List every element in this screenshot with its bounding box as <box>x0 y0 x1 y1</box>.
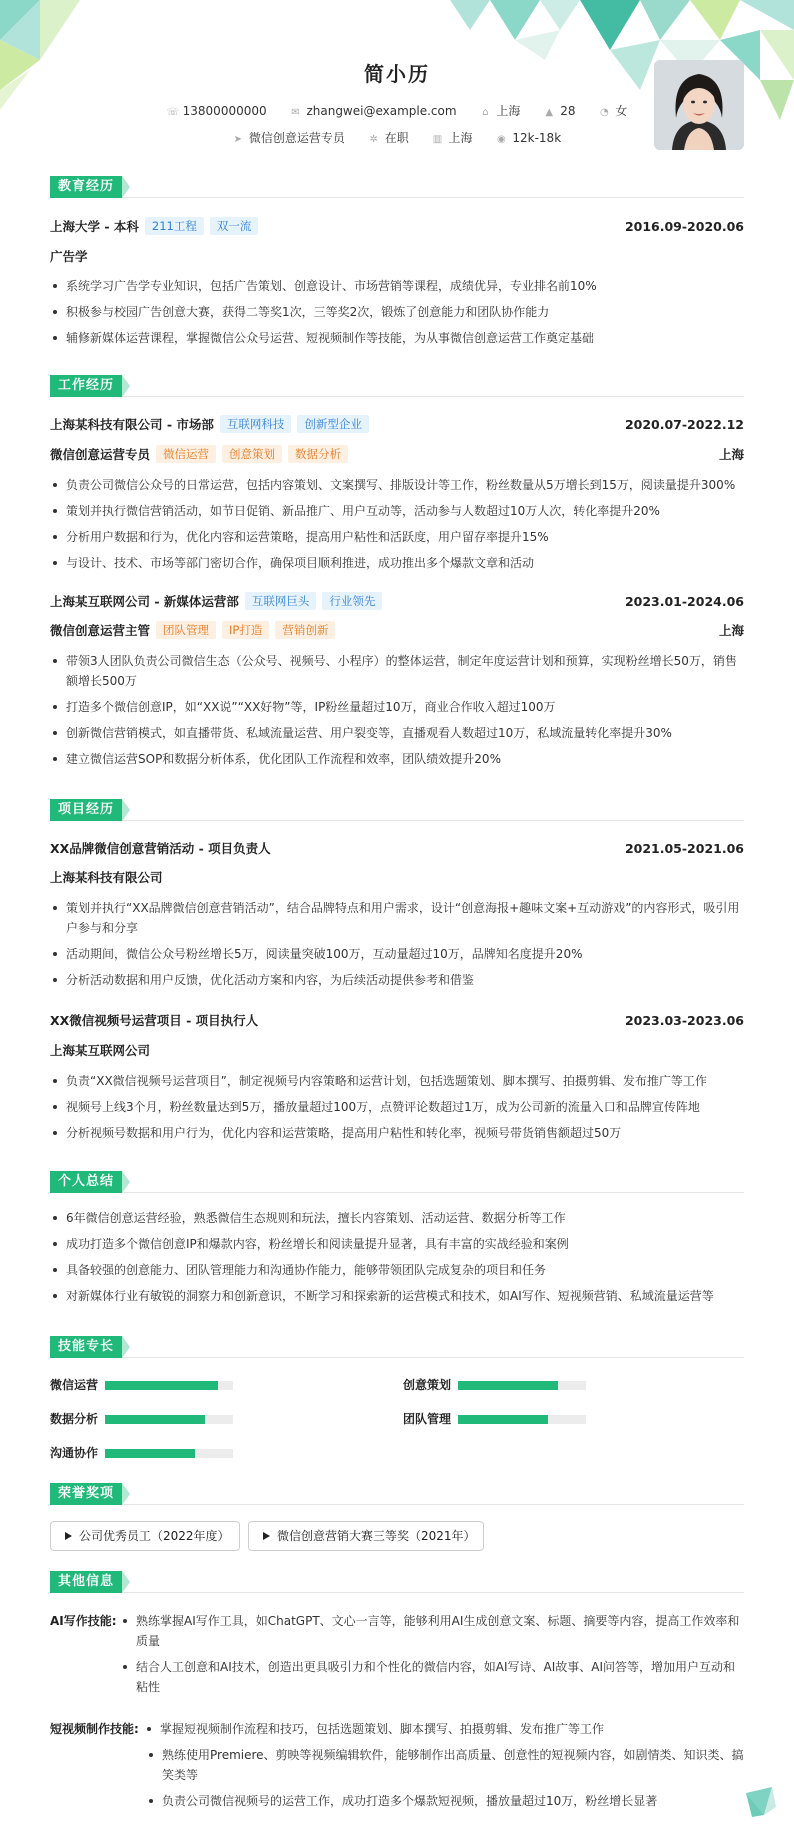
education-section-header <box>50 176 744 198</box>
honors-title: 荣誉奖项 <box>50 1483 122 1505</box>
list-item: 负责“XX微信视频号运营项目”，制定视频号内容策略和运营计划，包括选题策划、脚本撰写、拍摄剪辑、发布推广等工作 <box>50 1071 744 1091</box>
email-text: zhangwei@example.com <box>306 104 457 118</box>
award-text: 微信创意营销大赛三等奖（2021年） <box>277 1529 476 1543</box>
skill-name: 数据分析 <box>50 1412 99 1426</box>
summary-bullets <box>50 1208 744 1312</box>
list-item: 对新媒体行业有敏锐的洞察力和创新意识，不断学习和探索新的运营模式和技术，如AI写作、短视频营销、私域流量运营等 <box>50 1286 744 1306</box>
skill-item <box>50 1409 350 1429</box>
list-item: 系统学习广告学专业知识，包括广告策划、创意设计、市场营销等课程，成绩优异，专业排名前10% <box>50 276 744 296</box>
skill-bar-fill <box>458 1415 548 1424</box>
role-tag: 微信运营 <box>156 445 216 463</box>
skill-bar-fill <box>105 1381 218 1390</box>
skill-name: 沟通协作 <box>50 1446 99 1460</box>
skill-item <box>403 1409 703 1429</box>
expected-city-text: 上海 <box>448 131 473 145</box>
list-item: 策划并执行“XX品牌微信创意营销活动”，结合品牌特点和用户需求，设计“创意海报+趣味文案+互动游戏”的内容形式，吸引用户参与和分享 <box>50 898 744 938</box>
project-title: 项目经历 <box>50 799 122 821</box>
role-name: 微信创意运营专员 <box>50 447 151 462</box>
building-icon: ▥ <box>432 134 443 145</box>
project-org: 上海某科技有限公司 <box>50 870 163 885</box>
education-major-row <box>50 247 744 267</box>
other-section-header <box>50 1571 744 1593</box>
list-item: 6年微信创意运营经验，熟悉微信生态规则和玩法，擅长内容策划、活动运营、数据分析等工作 <box>50 1208 744 1228</box>
work-bullets <box>50 475 744 579</box>
gender-item <box>599 102 627 119</box>
list-item: 熟练使用Premiere、剪映等视频编辑软件，能够制作出高质量、创意性的短视频内容，如剧情类、知识类、搞笑类等 <box>146 1745 744 1785</box>
list-item: 负责公司微信视频号的运营工作，成功打造多个爆款短视频，播放量超过10万，粉丝增长显著 <box>146 1791 744 1811</box>
list-item: 积极参与校园广告创意大赛，获得二等奖1次，三等奖2次，锻炼了创意能力和团队协作能力 <box>50 302 744 322</box>
project-name: XX微信视频号运营项目 - 项目执行人 <box>50 1013 259 1028</box>
work-period: 2023.01-2024.06 <box>624 594 744 609</box>
work-bullets <box>50 651 744 775</box>
phone-text: 13800000000 <box>182 104 267 118</box>
award-item <box>248 1521 484 1551</box>
project-bullets <box>50 898 744 996</box>
work-city: 上海 <box>718 447 744 462</box>
age-item <box>544 104 575 118</box>
project-name: XX品牌微信创意营销活动 - 项目负责人 <box>50 841 271 856</box>
email-item <box>290 104 456 118</box>
skill-name: 微信运营 <box>50 1378 99 1392</box>
resume-header <box>0 0 794 165</box>
age-text: 28 <box>560 104 576 118</box>
list-item: 掌握短视频制作流程和技巧，包括选题策划、脚本撰写、拍摄剪辑、发布推广等工作 <box>144 1719 744 1739</box>
skill-name: 团队管理 <box>403 1412 452 1426</box>
work-role-row <box>50 621 744 641</box>
skill-bar <box>105 1381 233 1390</box>
list-item: 具备较强的创意能力、团队管理能力和沟通协作能力，能够带领团队完成复杂的项目和任务 <box>50 1260 744 1280</box>
coin-icon: ◉ <box>497 134 506 145</box>
role-tag: 创意策划 <box>222 445 282 463</box>
school-tag: 双一流 <box>210 217 259 235</box>
education-title: 教育经历 <box>50 176 122 198</box>
list-item: 与设计、技术、市场等部门密切合作，确保项目顺利推进，成功推出多个爆款文章和活动 <box>50 553 744 573</box>
gender-icon: ◔ <box>599 107 609 118</box>
work-period: 2020.07-2022.12 <box>624 417 744 432</box>
skill-bar <box>105 1449 233 1458</box>
summary-title: 个人总结 <box>50 1171 122 1193</box>
list-item: 分析用户数据和行为，优化内容和运营策略，提高用户粘性和活跃度，用户留存率提升15% <box>50 527 744 547</box>
award-text: 公司优秀员工（2022年度） <box>79 1529 230 1543</box>
list-item: 结合人工创意和AI技术，创造出更具吸引力和个性化的微信内容，如AI写诗、AI故事、AI问答等，增加用户互动和粘性 <box>120 1657 744 1697</box>
avatar <box>654 60 744 150</box>
award-item <box>50 1521 240 1551</box>
skills-section-header <box>50 1336 744 1358</box>
education-school-row <box>50 217 744 237</box>
other-title: 其他信息 <box>50 1571 122 1593</box>
project-period: 2023.03-2023.06 <box>624 1013 744 1028</box>
skill-item <box>403 1375 703 1395</box>
company-tag: 行业领先 <box>322 592 382 610</box>
company-name: 上海某互联网公司 - 新媒体运营部 <box>50 594 239 609</box>
status-item <box>369 129 409 146</box>
work-role-row <box>50 445 744 465</box>
skill-bar <box>458 1415 586 1424</box>
list-item: 分析视频号数据和用户行为，优化内容和运营策略，提高用户粘性和转化率，视频号带货销售额超过50万 <box>50 1123 744 1143</box>
home-icon: ⌂ <box>482 107 489 118</box>
role-tag: 营销创新 <box>275 621 335 639</box>
list-item: 创新微信营销模式，如直播带货、私域流量运营、用户裂变等，直播观看人数超过10万，私域流量转化率提升30% <box>50 723 744 743</box>
skills-title: 技能专长 <box>50 1336 122 1358</box>
skill-bar <box>105 1415 233 1424</box>
salary-text: 12k-18k <box>512 131 562 145</box>
role-tag: 团队管理 <box>156 621 216 639</box>
gender-text: 女 <box>615 104 628 118</box>
company-tag: 创新型企业 <box>297 415 369 433</box>
list-item: 视频号上线3个月，粉丝数量达到5万，播放量超过100万，点赞评论数超过1万，成为公司新的流量入口和品牌宣传阵地 <box>50 1097 744 1117</box>
expected-city-item <box>433 129 473 146</box>
project-org: 上海某互联网公司 <box>50 1043 151 1058</box>
list-item: 分析活动数据和用户反馈，优化活动方案和内容，为后续活动提供参考和借鉴 <box>50 970 744 990</box>
phone-item <box>167 104 267 118</box>
skill-name: 创意策划 <box>403 1378 452 1392</box>
work-city: 上海 <box>718 623 744 638</box>
skill-bar-fill <box>458 1381 558 1390</box>
role-name: 微信创意运营主管 <box>50 623 151 638</box>
list-item: 熟练掌握AI写作工具，如ChatGPT、文心一言等，能够利用AI生成创意文案、标题、摘要等内容，提高工作效率和质量 <box>120 1611 744 1651</box>
skill-bar-fill <box>105 1415 205 1424</box>
school-tag: 211工程 <box>145 217 204 235</box>
project-section-header <box>50 799 744 821</box>
list-item: 辅修新媒体运营课程，掌握微信公众号运营、短视频制作等技能，为从事微信创意运营工作奠定基础 <box>50 328 744 348</box>
list-item: 策划并执行微信营销活动，如节日促销、新品推广、用户互动等，活动参与人数超过10万人次，转化率提升20% <box>50 501 744 521</box>
school-name: 上海大学 - 本科 <box>50 219 139 234</box>
other-label: 短视频制作技能: <box>50 1722 139 1736</box>
list-item: 打造多个微信创意IP，如“XX说”“XX好物”等，IP粉丝量超过10万，商业合作收入超过100万 <box>50 697 744 717</box>
ai-skill-bullets <box>120 1611 744 1703</box>
phone-icon: ☏ <box>166 107 180 118</box>
company-tag: 互联网科技 <box>220 415 292 433</box>
candidate-name: 简小历 <box>364 62 430 86</box>
cake-icon: ▲ <box>545 107 554 118</box>
project-bullets <box>50 1071 744 1149</box>
city-text: 上海 <box>496 104 521 118</box>
work-company-row <box>50 415 744 435</box>
company-tag: 互联网巨头 <box>245 592 317 610</box>
send-icon: ➤ <box>233 134 243 145</box>
education-period: 2016.09-2020.06 <box>624 219 744 234</box>
triangle-icon <box>65 1532 72 1540</box>
job-target-text: 微信创意运营专员 <box>248 131 345 145</box>
skill-bar-fill <box>105 1449 195 1458</box>
major: 广告学 <box>50 249 88 264</box>
education-bullets <box>50 276 744 354</box>
project-title-row <box>50 839 744 859</box>
list-item: 带领3人团队负责公司微信生态（公众号、视频号、小程序）的整体运营，制定年度运营计划和预算，实现粉丝增长50万，销售额增长500万 <box>50 651 744 691</box>
project-org-row <box>50 1041 744 1061</box>
list-item: 成功打造多个微信创意IP和爆款内容，粉丝增长和阅读量提升显著，具有丰富的实战经验和案例 <box>50 1234 744 1254</box>
status-icon: ✲ <box>369 134 378 145</box>
company-name: 上海某科技有限公司 - 市场部 <box>50 417 214 432</box>
work-company-row <box>50 592 744 612</box>
list-item: 负责公司微信公众号的日常运营，包括内容策划、文案撰写、排版设计等工作，粉丝数量从5万增长到15万，阅读量提升300% <box>50 475 744 495</box>
mail-icon: ✉ <box>291 107 300 118</box>
honors-section-header <box>50 1483 744 1505</box>
skill-item <box>50 1443 350 1463</box>
role-tag: IP打造 <box>222 621 269 639</box>
decorative-corner <box>742 1785 776 1819</box>
project-title-row <box>50 1011 744 1031</box>
city-item <box>480 102 520 119</box>
salary-item <box>496 131 561 145</box>
skill-item <box>50 1375 350 1395</box>
project-period: 2021.05-2021.06 <box>624 841 744 856</box>
status-text: 在职 <box>384 131 409 145</box>
list-item: 建立微信运营SOP和数据分析体系，优化团队工作流程和效率，团队绩效提升20% <box>50 749 744 769</box>
skill-bar <box>458 1381 586 1390</box>
job-target-item <box>233 129 345 146</box>
work-title: 工作经历 <box>50 375 122 397</box>
project-org-row <box>50 868 744 888</box>
summary-section-header <box>50 1171 744 1193</box>
list-item: 活动期间，微信公众号粉丝增长5万，阅读量突破100万，互动量超过10万，品牌知名度提升20% <box>50 944 744 964</box>
video-skill-bullets <box>144 1719 744 1817</box>
triangle-icon <box>263 1532 270 1540</box>
role-tag: 数据分析 <box>288 445 348 463</box>
work-section-header <box>50 375 744 397</box>
other-label: AI写作技能: <box>50 1614 117 1628</box>
portrait-image <box>654 60 744 150</box>
